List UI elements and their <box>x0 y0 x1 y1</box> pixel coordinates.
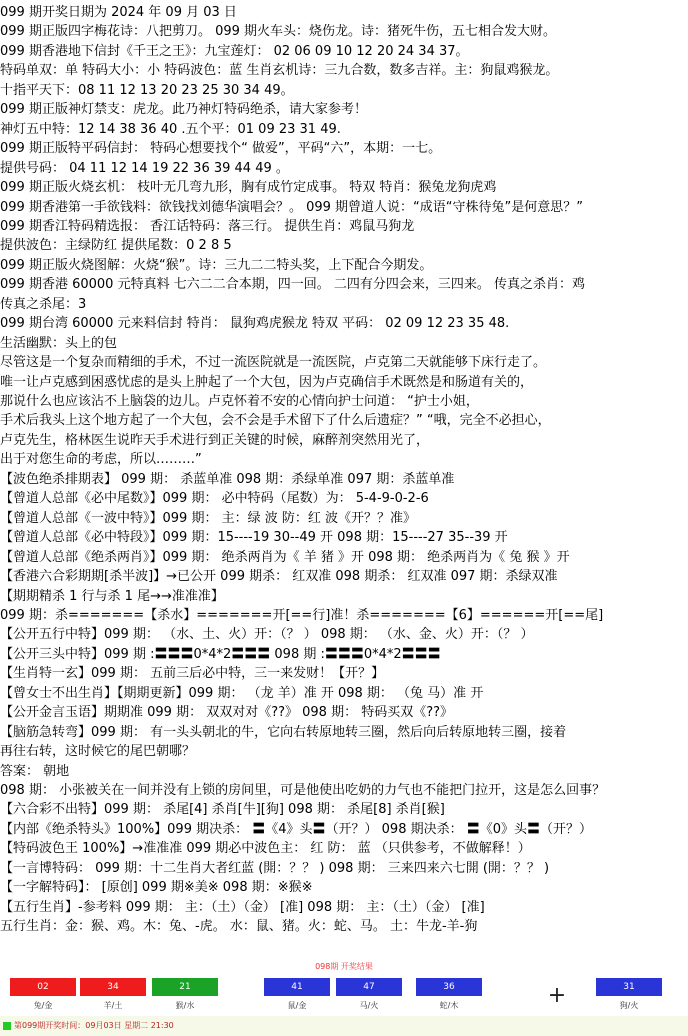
result-strip-title: 098期 开奖结果 <box>315 962 373 971</box>
document-line: 099 期台湾 60000 元来料信封 特肖： 鼠狗鸡虎猴龙 特双 平码： 02 09 12 23 35 48. <box>0 316 510 332</box>
document-line: 【曾女士不出生肖】【期期更新】099 期： （龙 羊）准 开 098 期： （兔 马）准 开 <box>0 685 484 701</box>
document-line: 【生肖特一玄】099 期： 五前三后必中特，三一来发财！【开？】 <box>0 666 385 682</box>
document-line: 【脑筋急转弯】099 期： 有一头头朝北的牛，它向右转原地转三圈，然后向后转原地转三圈，接着 <box>0 724 567 740</box>
document-line: 【香港六合彩期期[杀半波]】→已公开 099 期杀： 红双准 098 期杀： 红双准 097 期：杀绿双准 <box>0 569 558 585</box>
result-ball: 02 <box>10 978 76 996</box>
document-line: 099 期正版特平码信封： 特码心想要找个“ 做爱”，平码“六”，本期：一七。 <box>0 141 442 157</box>
square-icon <box>3 1022 11 1030</box>
document-line: 099 期香港 60000 元特真料 七六二二合本期，四一回。 二四有分四会来，三四来。 传真之杀肖：鸡 <box>0 277 585 293</box>
document-line: 传真之杀尾：3 <box>0 296 87 312</box>
document-line: 神灯五中特：12 14 38 36 40 .五个平：01 09 23 31 49. <box>0 121 341 137</box>
document-line: 【一言博特码： 099 期：十二生肖大者红蓝 (開：？？ ) 098 期： 三来四来六七開 (開：？？ ) <box>0 860 550 876</box>
result-ball-label: 兔/金 <box>33 1001 53 1010</box>
document-line: 五行生肖：金：猴、鸡。木：兔、-虎。 水：鼠、猪。火：蛇、马。 土：牛龙-羊-狗 <box>0 919 478 935</box>
document-line: 【曾道人总部《必中尾数》】099 期： 必中特码（尾数）为： 5-4-9-0-2-6 <box>0 491 429 507</box>
document-line: 【公开五行中特】099 期： （水、土、火）开：（？ ） 098 期： （水、金、火）开：（？ ） <box>0 627 534 643</box>
result-ball-label: 猴/水 <box>175 1001 195 1010</box>
document-line: 【公开金言玉语】期期准 099 期： 双双对对《??》 098 期： 特码买双《??》 <box>0 705 454 721</box>
document-line: 099 期香港第一手欲钱料：欲钱找刘德华演唱会？。 099 期曾道人说：“成语“守株待兔”是何意思？” <box>0 199 583 215</box>
result-ball-label: 狗/火 <box>619 1001 639 1010</box>
plus-icon: + <box>547 983 567 1008</box>
document-line: 【特码波色王 100%】→准准准 099 期必中波色主： 红 防： 蓝 （只供参考，不做解释！） <box>0 841 531 857</box>
document-line: 【期期精杀 1 行与杀 1 尾→→准准准】 <box>0 588 224 604</box>
result-ball-label: 鼠/金 <box>287 1001 307 1010</box>
document-line: 出于对您生命的考虑，所以………” <box>0 452 202 468</box>
result-ball: 36 <box>416 978 482 996</box>
document-line: 【曾道人总部《绝杀两肖》】099 期： 绝杀两肖为《 羊 猪 》开 098 期： 绝杀两肖为《 兔 猴 》开 <box>0 549 570 565</box>
document-line: 特码单双：单 特码大小：小 特码波色：蓝 生肖玄机诗：三九合数，数多吉祥。主：狗鼠鸡猴龙。 <box>0 63 559 79</box>
document-line: 提供号码： 04 11 12 14 19 22 36 39 44 49 。 <box>0 160 289 176</box>
document-line: 生活幽默：头上的包 <box>0 335 118 351</box>
result-ball: 47 <box>336 978 402 996</box>
draw-time-text: 第099期开奖时间：09月03日 星期二 21:30 <box>14 1021 174 1030</box>
document-line: 提供波色：主绿防红 提供尾数：0 2 8 5 <box>0 238 232 254</box>
document-line: 【六合彩不出特】099 期： 杀尾[4] 杀肖[牛][狗] 098 期： 杀尾[8] 杀肖[猴] <box>0 802 445 818</box>
document-line: 099 期：杀=======【杀水】=======开[==行]准！杀=======【6】======开[==尾] <box>0 607 604 623</box>
result-ball: 34 <box>80 978 146 996</box>
document-line: 099 期开奖日期为 2024 年 09 月 03 日 <box>0 5 237 20</box>
document-line: 099 期香江特码精选报： 香江话特码：落三行。 提供生肖：鸡鼠马狗龙 <box>0 218 415 234</box>
document-line: 【波色绝杀排期表】 099 期： 杀蓝单准 098 期：杀绿单准 097 期：杀蓝单准 <box>0 471 455 487</box>
draw-time-footer <box>0 1016 688 1036</box>
result-ball-label: 羊/土 <box>103 1001 123 1010</box>
document-line: 答案： 朝地 <box>0 763 70 779</box>
document-line: 唯一让卢克感到困惑忧虑的是头上肿起了一个大包，因为卢克确信手术既然是和肠道有关的， <box>0 374 534 390</box>
document-line: 099 期正版火烧玄机： 枝叶无几弯九形，胸有成竹定成事。 特双 特肖：猴兔龙狗虎鸡 <box>0 180 497 196</box>
result-ball: 41 <box>264 978 330 996</box>
document-line: 099 期正版四字梅花诗：八把剪刀。 099 期火车头：烧伤龙。诗：猪死牛伤，五七相合发大财。 <box>0 24 557 40</box>
document-line: 098 期： 小张被关在一间并没有上锁的房间里，可是他使出吃奶的力气也不能把门拉开，这是怎么回事？ <box>0 783 606 798</box>
result-ball: 31 <box>596 978 662 996</box>
document-line: 【内部《绝杀特头》100%】099 期决杀： 〓《4》头〓（开？） 098 期决杀： 〓《0》头〓（开？） <box>0 821 592 837</box>
result-ball-label: 蛇/木 <box>439 1001 459 1010</box>
result-ball: 21 <box>152 978 218 996</box>
document-line: 【公开三头中特】099 期 :〓〓〓0*4*2〓〓〓 098 期 :〓〓〓0*4*2〓〓〓 <box>0 646 441 662</box>
result-ball-label: 马/火 <box>359 1001 379 1010</box>
document-line: 099 期正版神灯禁支：虎龙。此乃神灯特码绝杀，请大家参考！ <box>0 102 367 118</box>
document-line: 099 期正版火烧图解：火烧“猴”。诗：三九二二特头奖，上下配合今期发。 <box>0 257 433 273</box>
document-line: 【曾道人总部《一波中特》】099 期： 主：绿 波 防：红 波《开？？准》 <box>0 510 416 526</box>
document-line: 手术后我头上这个地方起了一个大包，会不会是手术留下了什么后遗症？” “哦，完全不必担心， <box>0 413 551 429</box>
document-line: 【五行生肖】-参考料 099 期： 主：（土）（金） [准] 098 期： 主：（土）（金） [准] <box>0 899 485 915</box>
document-line: 尽管这是一个复杂而精细的手术，不过一流医院就是一流医院，卢克第二天就能够下床行走了。 <box>0 355 547 371</box>
document-line: 那说什么也应该沾不上脑袋的边儿。卢克怀着不安的心情向护士问道： “护士小姐， <box>0 394 479 409</box>
document-line: 十指平天下：08 11 12 13 20 23 25 30 34 49。 <box>0 82 294 98</box>
document-line: 再往右转，这时候它的尾巴朝哪？ <box>0 744 196 760</box>
document-line: 卢克先生，格林医生说昨天手术进行到正关键的时候，麻醉剂突然用光了， <box>0 432 430 448</box>
document-line: 【一字解特码】： [原创] 099 期※美※ 098 期：※猴※ <box>0 880 313 896</box>
document-line: 099 期香港地下信封《千王之王》：九宝莲灯： 02 06 09 10 12 20 24 34 37。 <box>0 43 469 59</box>
document-line: 【曾道人总部《必中特段》】099 期：15----19 30--49 开 098 期：15----27 35--39 开 <box>0 530 508 546</box>
